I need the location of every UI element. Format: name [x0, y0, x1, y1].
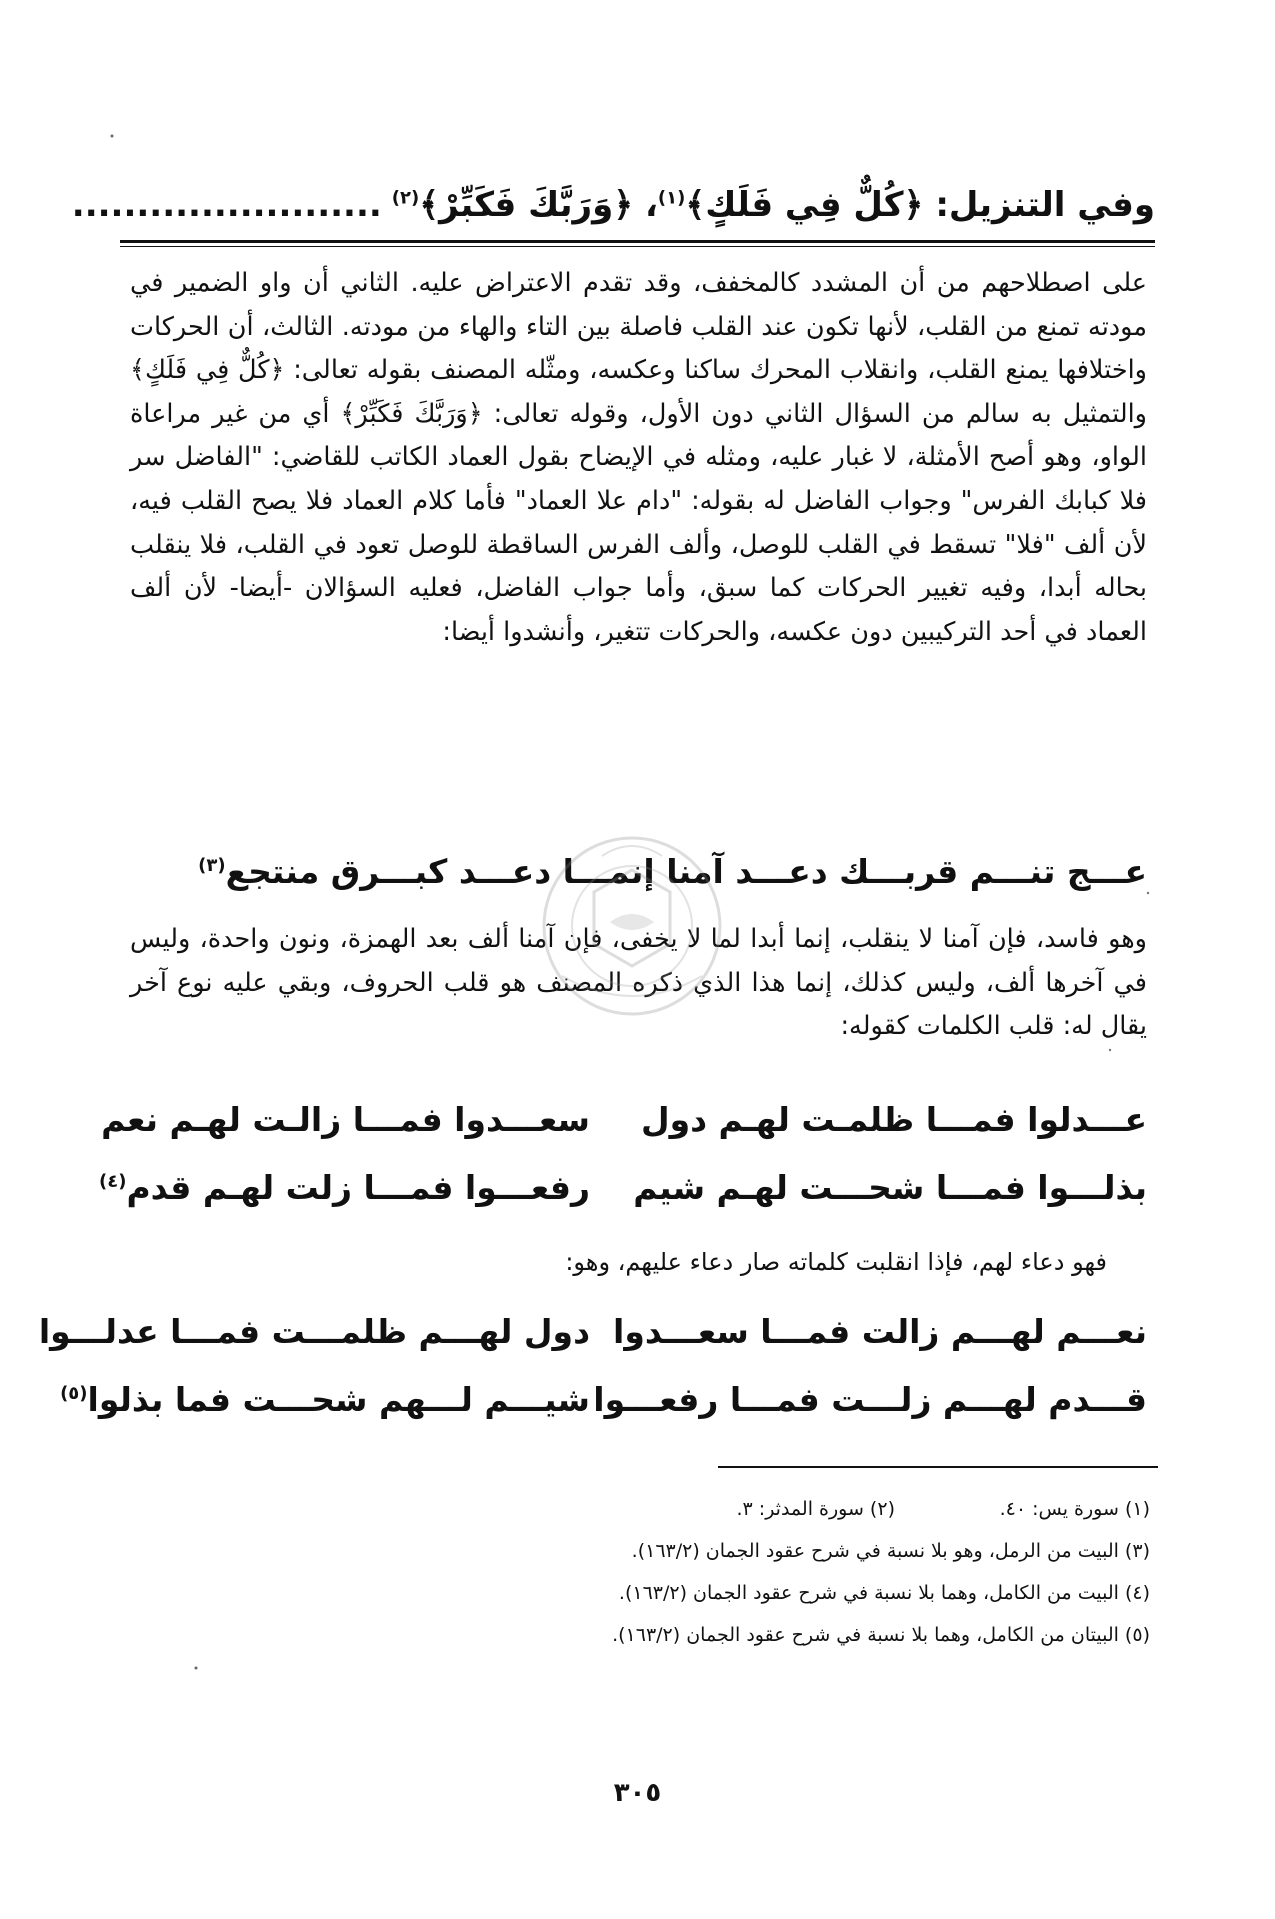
header-quote-1: ﴿كُلٌّ فِي فَلَكٍ﴾ — [685, 185, 924, 225]
poem-hemistich-first: عـــدلوا فمـــا ظلمـت لهـم دول — [640, 1100, 1147, 1139]
poem-1-line-1 — [101, 1090, 1147, 1150]
poem-hemistich-text: رفعـــوا فمـــا زلت لهـم قدم — [126, 1168, 590, 1207]
poem-hemistich-second: سعـــدوا فمـــا زالـت لهـم نعم — [101, 1100, 590, 1139]
header-dot-leader: ........................ — [71, 185, 382, 225]
verse-1-text: عـــج تنـــم قربـــك دعـــد آمنا إنمـــا دعـــد كبـــرق منتجع — [225, 852, 1147, 891]
poem-hemistich-first: قـــدم لهـــم زلـــت فمـــا رفعـــوا — [593, 1380, 1147, 1419]
poem-hemistich-second — [60, 1370, 590, 1430]
running-header — [71, 180, 1155, 230]
footnote-2: (٢) سورة المدثر: ٣. — [736, 1498, 895, 1520]
poem-hemistich-second — [99, 1158, 590, 1218]
poem-hemistich-first: بذلـــوا فمـــا شحـــت لهـم شيم — [633, 1168, 1147, 1207]
poem-2-line-2 — [60, 1370, 1147, 1430]
footnote-ref-2[interactable]: (٢) — [391, 187, 420, 209]
footnote-1: (١) سورة يس: ٤٠. — [999, 1498, 1150, 1520]
header-quote-2: ﴿وَرَبَّكَ فَكَبِّرْ﴾ — [419, 185, 634, 225]
library-seal-watermark-icon — [532, 826, 732, 1026]
poem-1-line-2 — [99, 1158, 1147, 1218]
paragraph-2-text: وهو فاسد، فإن آمنا لا ينقلب، إنما أبدا لما لا يخفى، فإن آمنا ألف بعد الهمزة، ونون واحدة، وليس في آخرها ألف، وليس كذلك، إنما هذا الذي ذكره المصنف هو قلب الحروف، وبقي عليه نوع آخر يقال له: قلب الكلمات كقوله: — [130, 924, 1147, 1042]
paragraph-3-text: فهو دعاء لهم، فإذا انقلبت كلماته صار دعاء عليهم، وهو: — [565, 1248, 1107, 1276]
poem-2-line-1 — [38, 1302, 1147, 1362]
page-number: ٣٠٥ — [613, 1778, 662, 1808]
header-rule-thin — [120, 246, 1155, 247]
header-rule — [120, 240, 1155, 243]
header-separator: ، — [633, 185, 658, 225]
footnote-ref-5[interactable]: (٥) — [60, 1383, 88, 1404]
footnote-5: (٥) البيتان من الكامل، وهما بلا نسبة في شرح عقود الجمان (١٦٣/٢). — [612, 1624, 1150, 1646]
footnote-ref-1[interactable]: (١) — [657, 187, 686, 209]
footnote-3: (٣) البيت من الرمل، وهو بلا نسبة في شرح عقود الجمان (١٦٣/٢). — [631, 1540, 1150, 1562]
poem-hemistich-text: شيـــم لـــهم شحـــت فما بذلوا — [87, 1380, 590, 1419]
poem-hemistich-first: نعـــم لهـــم زالت فمـــا سعـــدوا — [613, 1312, 1147, 1351]
paragraph-1: على اصطلاحهم من أن المشدد كالمخفف، وقد تقدم الاعتراض عليه. الثاني أن واو الضمير في مودته تمنع من القلب، لأنها تكون عند القلب فاصلة بين التاء والهاء من مودته. الثالث، أن الحركات واختلافها يمنع القلب، وانقلاب المحرك ساكنا وعكسه، ومثّله المصنف بقوله تعالى: ﴿كُلٌّ فِي فَلَكٍ﴾ والتمثيل به سالم من السؤال الثاني دون الأول، وقوله تعالى: ﴿وَرَبَّكَ فَكَبِّرْ﴾ أي من غير مراعاة الواو، وهو أصح الأمثلة، لا غبار عليه، ومثله في الإيضاح بقول العماد الكاتب للقاضي: "الفاضل سر فلا كبابك الفرس" وجواب الفاضل له بقوله: "دام علا العماد" فأما كلام العماد فلا يصح القلب فيه، لأن ألف "فلا" تسقط في القلب للوصل، وألف الفرس الساقطة للوصل تعود في القلب، فلا ينقلب بحاله أبدا، وفيه تغيير الحركات كما سبق، وأما جواب الفاضل، فعليه السؤالان -أيضا- لأن ألف العماد في أحد التركيبين دون عكسه، والحركات تتغير، وأنشدوا أيضا: — [130, 268, 1147, 647]
footnotes — [400, 1488, 1150, 1656]
header-prefix: وفي التنزيل: — [923, 185, 1155, 225]
main-paragraph — [130, 262, 1147, 654]
footnote-ref-3[interactable]: (٣) — [198, 855, 226, 876]
poem-hemistich-second: دول لهـــم ظلمـــت فمـــا عدلـــوا — [38, 1312, 590, 1351]
paragraph-3 — [130, 1240, 1107, 1284]
footnote-rule — [718, 1466, 1158, 1468]
footnote-ref-4[interactable]: (٤) — [99, 1171, 127, 1192]
footnote-4: (٤) البيت من الكامل، وهما بلا نسبة في شرح عقود الجمان (١٦٣/٢). — [618, 1582, 1150, 1604]
footnote-line-1 — [400, 1488, 1150, 1530]
